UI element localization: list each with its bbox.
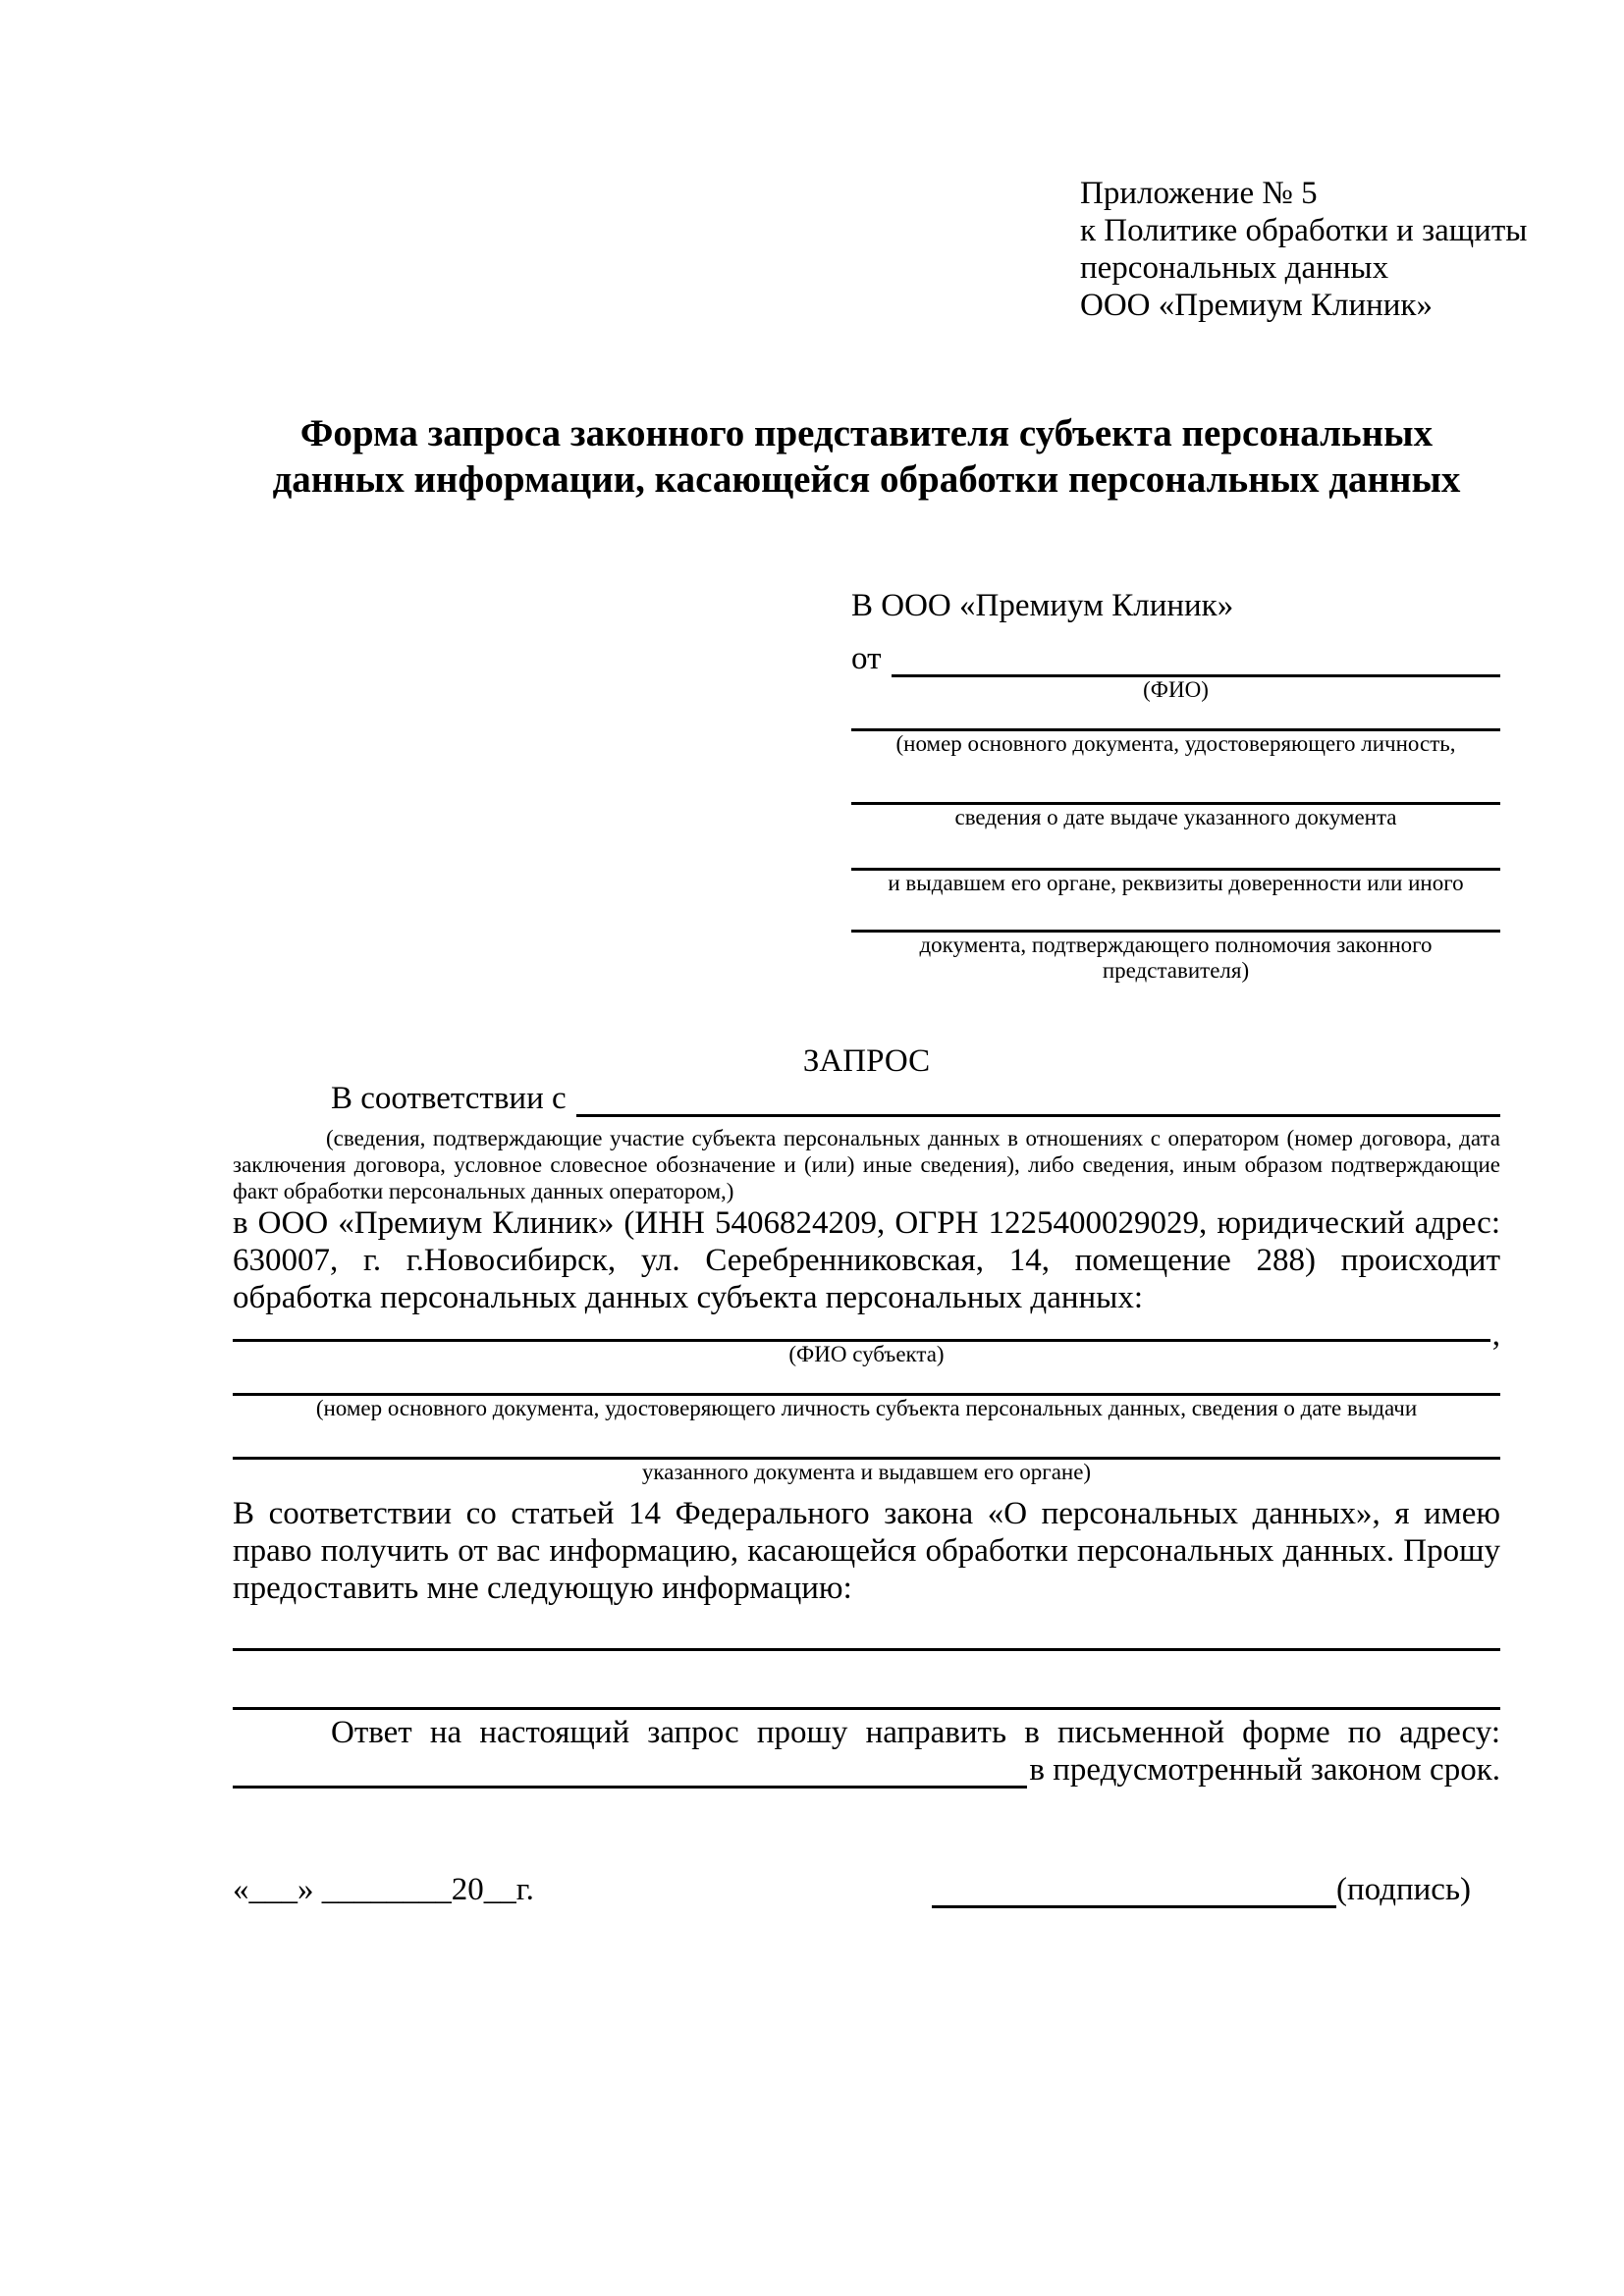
field-row-document-number xyxy=(851,728,1500,757)
field-row-issuing-authority xyxy=(851,868,1500,896)
subject-fio-blank-line xyxy=(233,1329,1490,1342)
field-row-authority-document xyxy=(851,930,1500,984)
addressee-block xyxy=(851,587,1500,984)
from-row xyxy=(851,640,1500,677)
appendix-line-2: к Политике обработки и защиты xyxy=(1080,213,1528,248)
intro-caption: (сведения, подтверждающие участие субъекта персональных данных в отношениях с оператором (номер договора, дата заключения договора, условное словесное обозначение и (или) иные сведения), либо сведения, иным образом подтверждающие факт обработки персональных данных оператором,) xyxy=(233,1126,1500,1203)
signature-blank-line xyxy=(932,1902,1336,1908)
signature-caption: (подпись) xyxy=(1336,1872,1471,1907)
field-caption: сведения о дате выдаче указанного документа xyxy=(954,805,1397,829)
subject-fio-caption: (ФИО субъекта) xyxy=(788,1342,945,1366)
appendix-line-3: персональных данных xyxy=(1080,250,1389,286)
field-caption: и выдавшем его органе, реквизиты доверенности или иного xyxy=(888,871,1464,895)
field-row-issue-date xyxy=(851,802,1500,830)
subject-authority-caption: указанного документа и выдавшем его органе) xyxy=(641,1460,1092,1484)
reply-address-row xyxy=(233,1751,1500,1789)
page-title: Форма запроса законного представителя субъекта персональных данных информации, касающейся обработки персональных данных xyxy=(272,412,1461,501)
operator-paragraph: в ООО «Премиум Клиник» (ИНН 5406824209, ОГРН 1225400029029, юридический адрес: 630007, г. г.Новосибирск, ул. Серебренниковская, 14, помещение 288) происходит обработка персональных данных субъекта персональных данных: xyxy=(233,1205,1500,1315)
signature-group xyxy=(932,1871,1471,1908)
law-paragraph: В соответствии со статьей 14 Федерального закона «О персональных данных», я имею право получить от вас информацию, касающейся обработки персональных данных. Прошу предоставить мне следующую информацию: xyxy=(233,1496,1500,1606)
date-line: «___» ________20__г. xyxy=(233,1872,534,1907)
fio-caption: (ФИО) xyxy=(1143,677,1209,702)
subject-document-caption: (номер основного документа, удостоверяющего личность субъекта персональных данных, сведения о дате выдачи xyxy=(315,1396,1418,1420)
intro-prefix: В соответствии с xyxy=(331,1081,567,1116)
field-caption: (номер основного документа, удостоверяющего личность, xyxy=(895,731,1456,756)
reply-sentence: Ответ на настоящий запрос прошу направить в письменной форме по адресу: xyxy=(331,1715,1500,1750)
addressee-organization: В ООО «Премиум Клиник» xyxy=(851,588,1234,623)
from-label: от xyxy=(851,641,882,676)
reply-address-blank-line xyxy=(233,1783,1027,1789)
reply-suffix: в предусмотренный законом срок. xyxy=(1029,1752,1500,1788)
signature-row xyxy=(233,1871,1500,1908)
intro-blank-line xyxy=(576,1111,1500,1117)
subject-fio-row xyxy=(233,1317,1500,1353)
appendix-line-1: Приложение № 5 xyxy=(1080,176,1318,211)
information-blank-line-2 xyxy=(233,1707,1500,1710)
information-blank-line-1 xyxy=(233,1648,1500,1651)
appendix-block xyxy=(1080,175,1528,324)
trailing-comma: , xyxy=(1491,1317,1500,1353)
request-heading: ЗАПРОС xyxy=(802,1043,931,1079)
appendix-line-4: ООО «Премиум Клиник» xyxy=(1080,288,1433,323)
intro-row xyxy=(233,1080,1500,1117)
field-caption: документа, подтверждающего полномочия законного представителя) xyxy=(919,933,1433,983)
